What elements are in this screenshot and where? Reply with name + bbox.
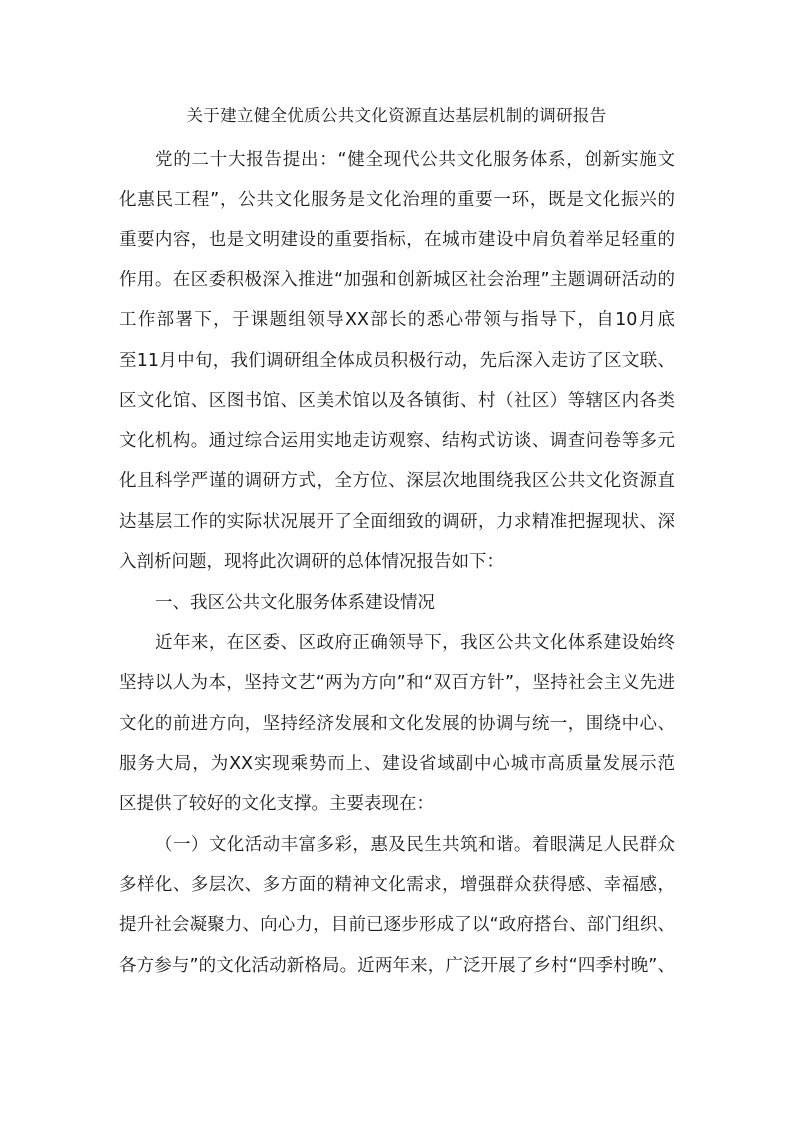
- paragraph-line: 区文化馆、区图书馆、区美术馆以及各镇街、村（社区）等辖区内各类: [119, 391, 675, 411]
- paragraph-line: 重要内容，也是文明建设的重要指标，在城市建设中肩负着举足轻重的: [119, 230, 675, 250]
- paragraph-line: 服务大局，为XX实现乘势而上、建设省域副中心城市高质量发展示范: [119, 754, 675, 774]
- section-heading: 一、我区公共文化服务体系建设情况: [155, 593, 435, 613]
- paragraph-line: 各方参与”的文化活动新格局。近两年来，广泛开展了乡村“四季村晚”、: [119, 956, 675, 976]
- paragraph-line: 至11月中旬，我们调研组全体成员积极行动，先后深入走访了区文联、: [119, 351, 675, 371]
- paragraph-line: 近年来，在区委、区政府正确领导下，我区公共文化体系建设始终: [155, 633, 675, 653]
- paragraph-line: 多样化、多层次、多方面的精神文化需求，增强群众获得感、幸福感，: [119, 875, 675, 895]
- paragraph-line: 工作部署下，于课题组领导XX部长的悉心带领与指导下，自10月底: [119, 310, 675, 330]
- paragraph-line: 化惠民工程”，公共文化服务是文化治理的重要一环，既是文化振兴的: [119, 190, 675, 210]
- paragraph-line: 入剖析问题，现将此次调研的总体情况报告如下：: [119, 552, 504, 572]
- paragraph-line: 区提供了较好的文化支撑。主要表现在：: [119, 794, 434, 814]
- paragraph-line: 达基层工作的实际状况展开了全面细致的调研，力求精准把握现状、深: [119, 512, 675, 532]
- paragraph-line: （一）文化活动丰富多彩，惠及民生共筑和谐。着眼满足人民群众: [155, 835, 675, 855]
- paragraph-line: 提升社会凝聚力、向心力，目前已逐步形成了以“政府搭台、部门组织、: [119, 915, 675, 935]
- paragraph-line: 坚持以人为本，坚持文艺“两为方向”和“双百方针”，坚持社会主义先进: [119, 673, 675, 693]
- document-title: 关于建立健全优质公共文化资源直达基层机制的调研报告: [186, 106, 607, 125]
- paragraph-line: 党的二十大报告提出：“健全现代公共文化服务体系，创新实施文: [155, 150, 675, 170]
- paragraph-line: 文化的前进方向，坚持经济发展和文化发展的协调与统一，围绕中心、: [119, 714, 675, 734]
- paragraph-line: 文化机构。通过综合运用实地走访观察、结构式访谈、调查问卷等多元: [119, 431, 675, 451]
- paragraph-line: 化且科学严谨的调研方式，全方位、深层次地围绕我区公共文化资源直: [119, 471, 675, 491]
- paragraph-line: 作用。在区委积极深入推进“加强和创新城区社会治理”主题调研活动的: [119, 270, 675, 290]
